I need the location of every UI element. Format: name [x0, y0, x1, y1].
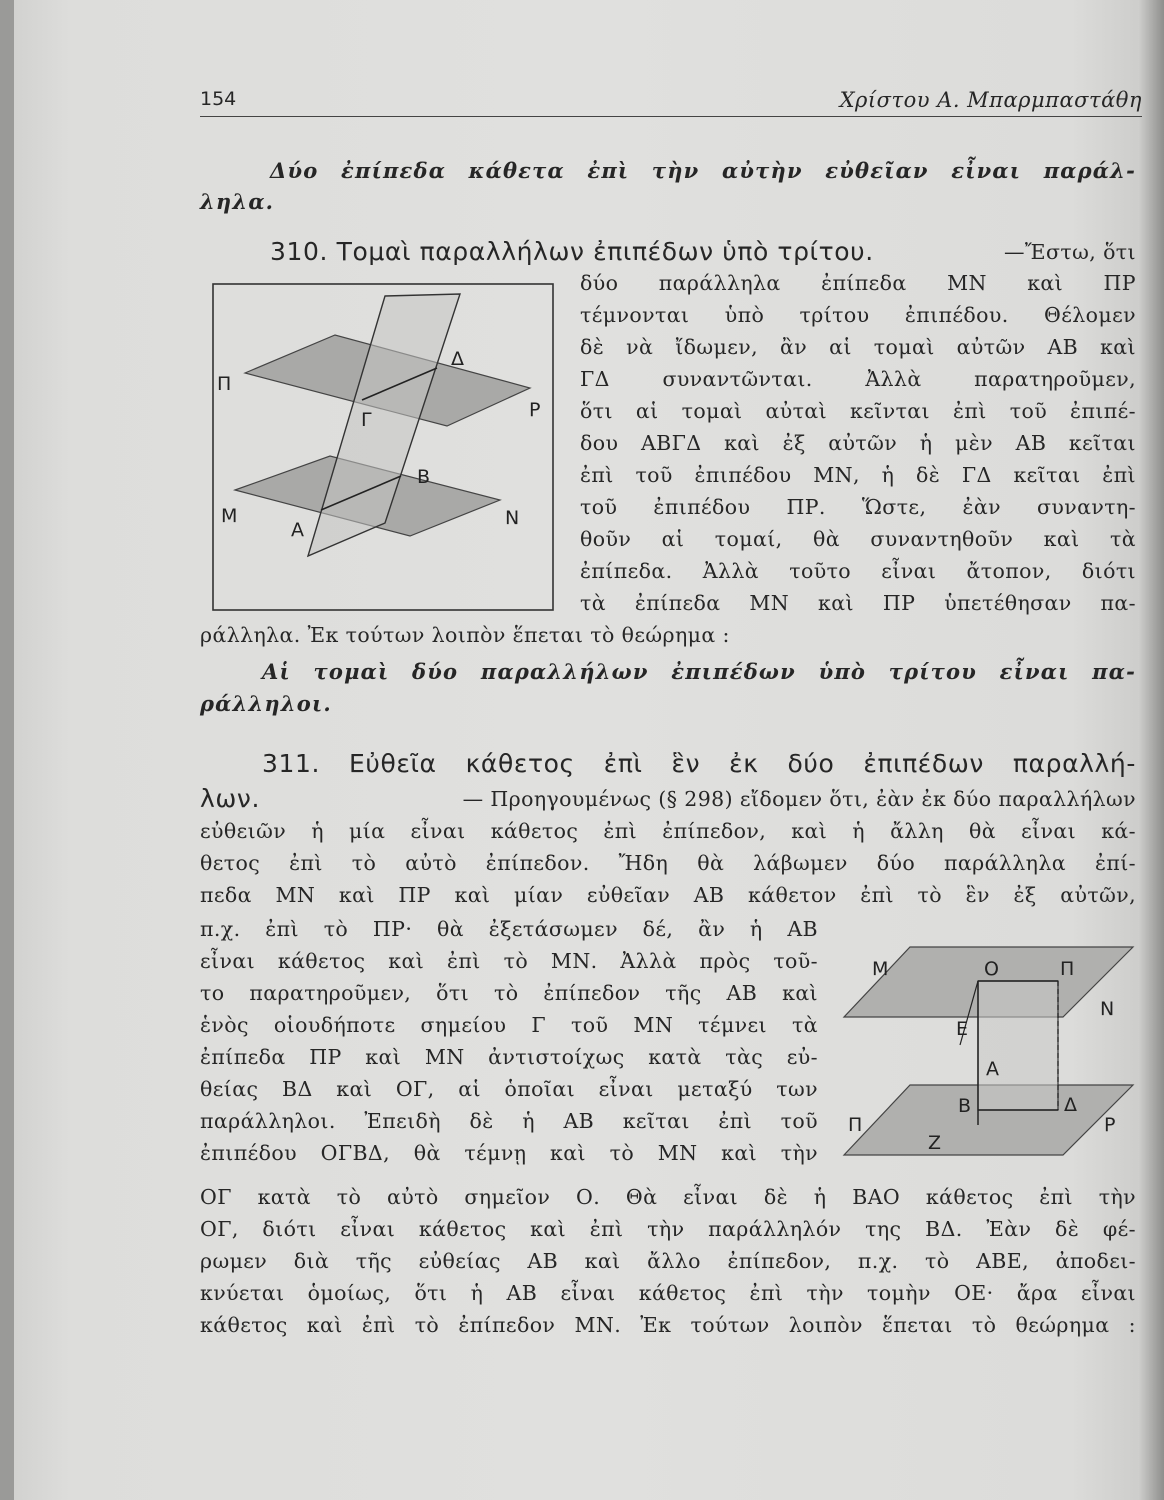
label-a-311: Α	[986, 1058, 999, 1080]
s310-line-7: ἐπὶ τοῦ ἐπιπέδου ΜΝ, ἡ δὲ ΓΔ κεῖται ἐπὶ	[580, 463, 1136, 487]
s311-bottom-line-1: ΟΓ κατὰ τὸ αὐτὸ σημεῖον Ο. Θὰ εἶναι δὲ ἡ ΒΑΟ κάθετος ἐπὶ τὴν	[200, 1185, 1136, 1209]
theorem-top-line2: ληλα.	[200, 189, 275, 214]
s311-narrow-line-8: ἐπιπέδου ΟΓΒΔ, θὰ τέμνῃ καὶ τὸ ΜΝ καὶ τὴν	[200, 1141, 818, 1165]
s311-narrow-line-5: ἐπίπεδα ΠΡ καὶ ΜΝ ἀντιστοίχως κατὰ τὰς εὐ-	[200, 1045, 818, 1069]
s310-line-3: δὲ νὰ ἴδωμεν, ἂν αἱ τομαὶ αὐτῶν ΑΒ καὶ	[580, 335, 1136, 359]
s311-narrow-line-3: το παρατηροῦμεν, ὅτι τὸ ἐπίπεδον τῆς ΑΒ καὶ	[200, 981, 818, 1005]
page-number: 154	[200, 88, 237, 110]
s311-narrow-line-7: παράλληλοι. Ἐπειδὴ δὲ ἡ ΑΒ κεῖται ἐπὶ τοῦ	[200, 1109, 818, 1133]
label-b: Β	[417, 466, 431, 488]
section-311-heading-line2	[200, 783, 1136, 816]
label-r-311: Ρ	[1104, 1114, 1116, 1136]
s310-line-9: θοῦν αἱ τομαί, θὰ συναντηθοῦν καὶ τὰ	[580, 527, 1136, 551]
label-n: Ν	[505, 507, 520, 529]
label-o-311: Ο	[984, 958, 999, 980]
label-d: Δ	[451, 348, 464, 370]
section-310-heading: 310. Τομαὶ παραλλήλων ἐπιπέδων ὑπὸ τρίτου.	[270, 237, 874, 266]
s310-theorem-line1: Αἱ τομαὶ δύο παραλλήλων ἐπιπέδων ὑπὸ τρίτου εἶναι πα-	[262, 659, 1136, 684]
label-g: Γ	[361, 409, 372, 431]
s311-full-line-1: εὐθειῶν ἡ μία εἶναι κάθετος ἐπὶ ἐπίπεδον, καὶ ἡ ἄλλη θὰ εἶναι κά-	[200, 819, 1136, 843]
s310-line-6: δου ΑΒΓΔ καὶ ἐξ αὐτῶν ἡ μὲν ΑΒ κεῖται	[580, 431, 1136, 455]
label-p-top-311: Π	[1060, 958, 1075, 980]
vertical-plane-311	[978, 981, 1058, 1110]
label-r: Ρ	[529, 399, 541, 421]
label-m-311: Μ	[872, 958, 889, 980]
page-left-shadow	[0, 0, 14, 1500]
s310-line-5: ὅτι αἱ τομαὶ αὐταὶ κεῖνται ἐπὶ τοῦ ἐπιπέ-	[580, 399, 1136, 423]
s310-line-8: τοῦ ἐπιπέδου ΠΡ. Ὥστε, ἐὰν συναντη-	[580, 495, 1136, 519]
figure-310	[205, 278, 565, 623]
s311-full-line-3: πεδα ΜΝ καὶ ΠΡ καὶ μίαν εὐθεῖαν ΑΒ κάθετον ἐπὶ τὸ ἓν ἐξ αὐτῶν,	[200, 883, 1136, 907]
section-311-heading: 311. Εὐθεῖα κάθετος ἐπὶ ἓν ἐκ δύο ἐπιπέδων παραλλή-	[262, 749, 1136, 778]
s311-full-line-2: θετος ἐπὶ τὸ αὐτὸ ἐπίπεδον. Ἤδη θὰ λάβωμεν δύο παράλληλα ἐπί-	[200, 851, 1136, 875]
s310-line-2: τέμνονται ὑπὸ τρίτου ἐπιπέδου. Θέλομεν	[580, 303, 1136, 327]
s310-theorem-line2: ράλληλοι.	[200, 691, 332, 716]
theorem-top-line1: Δύο ἐπίπεδα κάθετα ἐπὶ τὴν αὐτὴν εὐθεῖαν εἶναι παράλ-	[270, 158, 1136, 183]
section-310-heading-tail: —Ἔστω, ὅτι	[1004, 240, 1136, 264]
page-right-edge	[1138, 0, 1164, 1500]
section-311-heading2: λων.	[200, 784, 261, 813]
label-z-311: Ζ	[928, 1132, 942, 1154]
label-d-311: Δ	[1064, 1094, 1077, 1116]
label-e-311: Ε	[956, 1018, 969, 1040]
s311-bottom-line-2: ΟΓ, διότι εἶναι κάθετος καὶ ἐπὶ τὴν παράλληλόν της ΒΔ. Ἐὰν δὲ φέ-	[200, 1217, 1136, 1241]
figure-311	[838, 935, 1148, 1160]
label-m: Μ	[221, 505, 238, 527]
s310-last-line: ράλληλα. Ἐκ τούτων λοιπὸν ἕπεται τὸ θεώρημα :	[200, 623, 730, 647]
s310-line-1: δύο παράλληλα ἐπίπεδα ΜΝ καὶ ΠΡ	[580, 271, 1136, 295]
label-b-311: Β	[958, 1095, 972, 1117]
s311-narrow-line-6: θείας ΒΔ καὶ ΟΓ, αἱ ὁποῖαι εἶναι μεταξύ των	[200, 1077, 818, 1101]
page-header	[200, 86, 1142, 117]
label-a: Α	[291, 519, 304, 541]
s310-line-4: ΓΔ συναντῶνται. Ἀλλὰ παρατηροῦμεν,	[580, 367, 1136, 391]
s311-bottom-line-4: κνύεται ὁμοίως, ὅτι ἡ ΑΒ εἶναι κάθετος ἐπὶ τὴν τομὴν ΟΕ· ἄρα εἶναι	[200, 1281, 1136, 1305]
s310-line-10: ἐπίπεδα. Ἀλλὰ τοῦτο εἶναι ἄτοπον, διότι	[580, 559, 1136, 583]
section-311-heading-line1	[262, 748, 1136, 781]
s311-narrow-line-4: ἑνὸς οἱουδήποτε σημείου Γ τοῦ ΜΝ τέμνει τὰ	[200, 1013, 818, 1037]
s311-narrow-line-2: εἶναι κάθετος καὶ ἐπὶ τὸ ΜΝ. Ἀλλὰ πρὸς τοῦ-	[200, 949, 818, 973]
section-310-heading-line	[270, 236, 1136, 269]
s310-line-11: τὰ ἐπίπεδα ΜΝ καὶ ΠΡ ὑπετέθησαν πα-	[580, 591, 1136, 615]
running-head: Χρίστου Α. Μπαρμπαστάθη	[839, 88, 1142, 112]
s311-bottom-line-3: ρωμεν διὰ τῆς εὐθείας ΑΒ καὶ ἄλλο ἐπίπεδον, π.χ. τὸ ΑΒΕ, ἀποδει-	[200, 1249, 1136, 1273]
s311-narrow-line-1: π.χ. ἐπὶ τὸ ΠΡ· θὰ ἐξετάσωμεν δέ, ἂν ἡ ΑΒ	[200, 917, 818, 941]
label-p-311: Π	[848, 1114, 863, 1136]
section-311-heading2-tail: — Προηγουμένως (§ 298) εἴδομεν ὅτι, ἐὰν ἐκ δύο παραλλήλων	[462, 787, 1136, 811]
label-n-311: Ν	[1100, 998, 1115, 1020]
label-p: Π	[217, 373, 232, 395]
s311-bottom-line-5: κάθετος καὶ ἐπὶ τὸ ἐπίπεδον ΜΝ. Ἐκ τούτων λοιπὸν ἕπεται τὸ θεώρημα :	[200, 1313, 1136, 1337]
